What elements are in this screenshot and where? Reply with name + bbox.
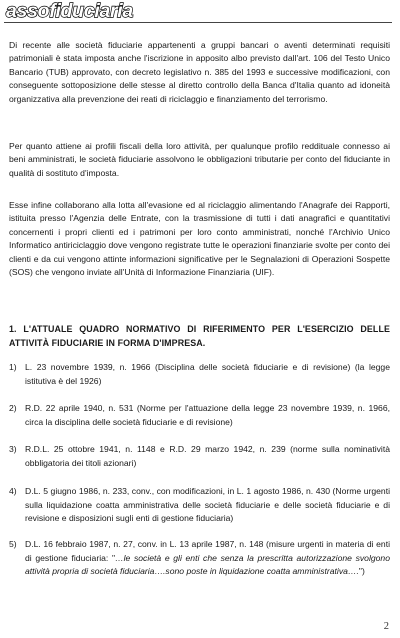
list-item-text: D.L. 16 febbraio 1987, n. 27, conv. in L. 13 aprile 1987, n. 148 (misure urgenti in materia di enti di gestione fiduciaria: " [25,539,390,563]
list-item-number: 4) [9,486,17,496]
list-item [9,402,390,429]
list-item-number: 5) [9,539,17,549]
paragraph-fiscal: Per quanto attiene ai profili fiscali della loro attività, per qualunque profilo reddituale connesso ai beni amministrati, le società fiduciarie assolvono le obbligazioni tributarie per conto del fiduciante in qualità di sostituto d'imposta. [9,141,390,178]
paragraph-antiriciclaggio: Esse infine collaborano alla lotta all'evasione ed al riciclaggio alimentando l'Anagrafe dei Rapporti, istituita presso l'Agenzia delle Entrate, con la trasmissione di tutti i dati anagrafici e quantitativi concernenti i propri clienti ed i patrimoni per loro conto amministrati, nonché l'Archivio Unico Informatico antiriciclaggio dove vengono registrate tutte le operazioni finanziarie svolte per conto dei clienti e da cui vengono attinte informazioni significative per le Segnalazioni di Operazioni Sospette (SOS) che vengono inviate all'Unità di Informazione Finanziaria (UIF). [9,200,390,278]
list-item-tail: ") [358,566,365,577]
header-rule [4,22,392,23]
paragraph-albo: Di recente alle società fiduciarie appartenenti a gruppi bancari o aventi determinati requisiti patrimoniali è stata imposta anche l'iscrizione in apposito albo previsto dall'art. 106 del Testo Unico Bancario (TUB) approvato, con decreto legislativo n. 385 del 1993 e successive modificazioni, con conseguente sottoposizione delle stesse al diretto controllo della Banca d'Italia quanto ad idoneità organizzativa alla prevenzione dei reati di riciclaggio e finanziamento del terrorismo. [9,40,390,104]
section-heading: 1. L'ATTUALE QUADRO NORMATIVO DI RIFERIMENTO PER L'ESERCIZIO DELLE ATTIVITÀ FIDUCIARIE IN FORMA D'IMPRESA. [9,324,390,349]
list-item-text-group [25,538,390,579]
list-item-text: D.L. 5 giugno 1986, n. 233, conv., con modificazioni, in L. 1 agosto 1986, n. 430 (Norme urgenti sulla liquidazione coatta amministrativa delle società fiduciarie e delle società fiduciarie e di revisione e disposizioni sugli enti di gestione fiduciaria) [25,486,390,524]
list-item-number: 3) [9,444,17,454]
list-item [9,538,390,579]
list-item-number: 1) [9,362,17,372]
page-number: 2 [383,621,389,632]
list-item-quote: …le società e gli enti che senza la prescritta autorizzazione svolgono attività propria di società fiduciaria….sono poste in liquidazione coatta amministrativa…. [25,552,390,577]
list-item [9,361,390,388]
list-item [9,485,390,526]
assofiduciaria-logo: assofiduciaria [6,0,133,22]
list-item-text: L. 23 novembre 1939, n. 1966 (Disciplina delle società fiduciarie e di revisione) (la legge istitutiva è del 1926) [25,362,390,386]
list-item-text: R.D.L. 25 ottobre 1941, n. 1148 e R.D. 29 marzo 1942, n. 239 (norme sulla nominatività obbligatoria dei titoli azionari) [25,444,390,468]
list-item-number: 2) [9,403,17,413]
list-item [9,443,390,470]
list-item-text: R.D. 22 aprile 1940, n. 531 (Norme per l'attuazione della legge 23 novembre 1939, n. 1966, circa la disciplina delle società fiduciarie e di revisione) [25,403,390,427]
